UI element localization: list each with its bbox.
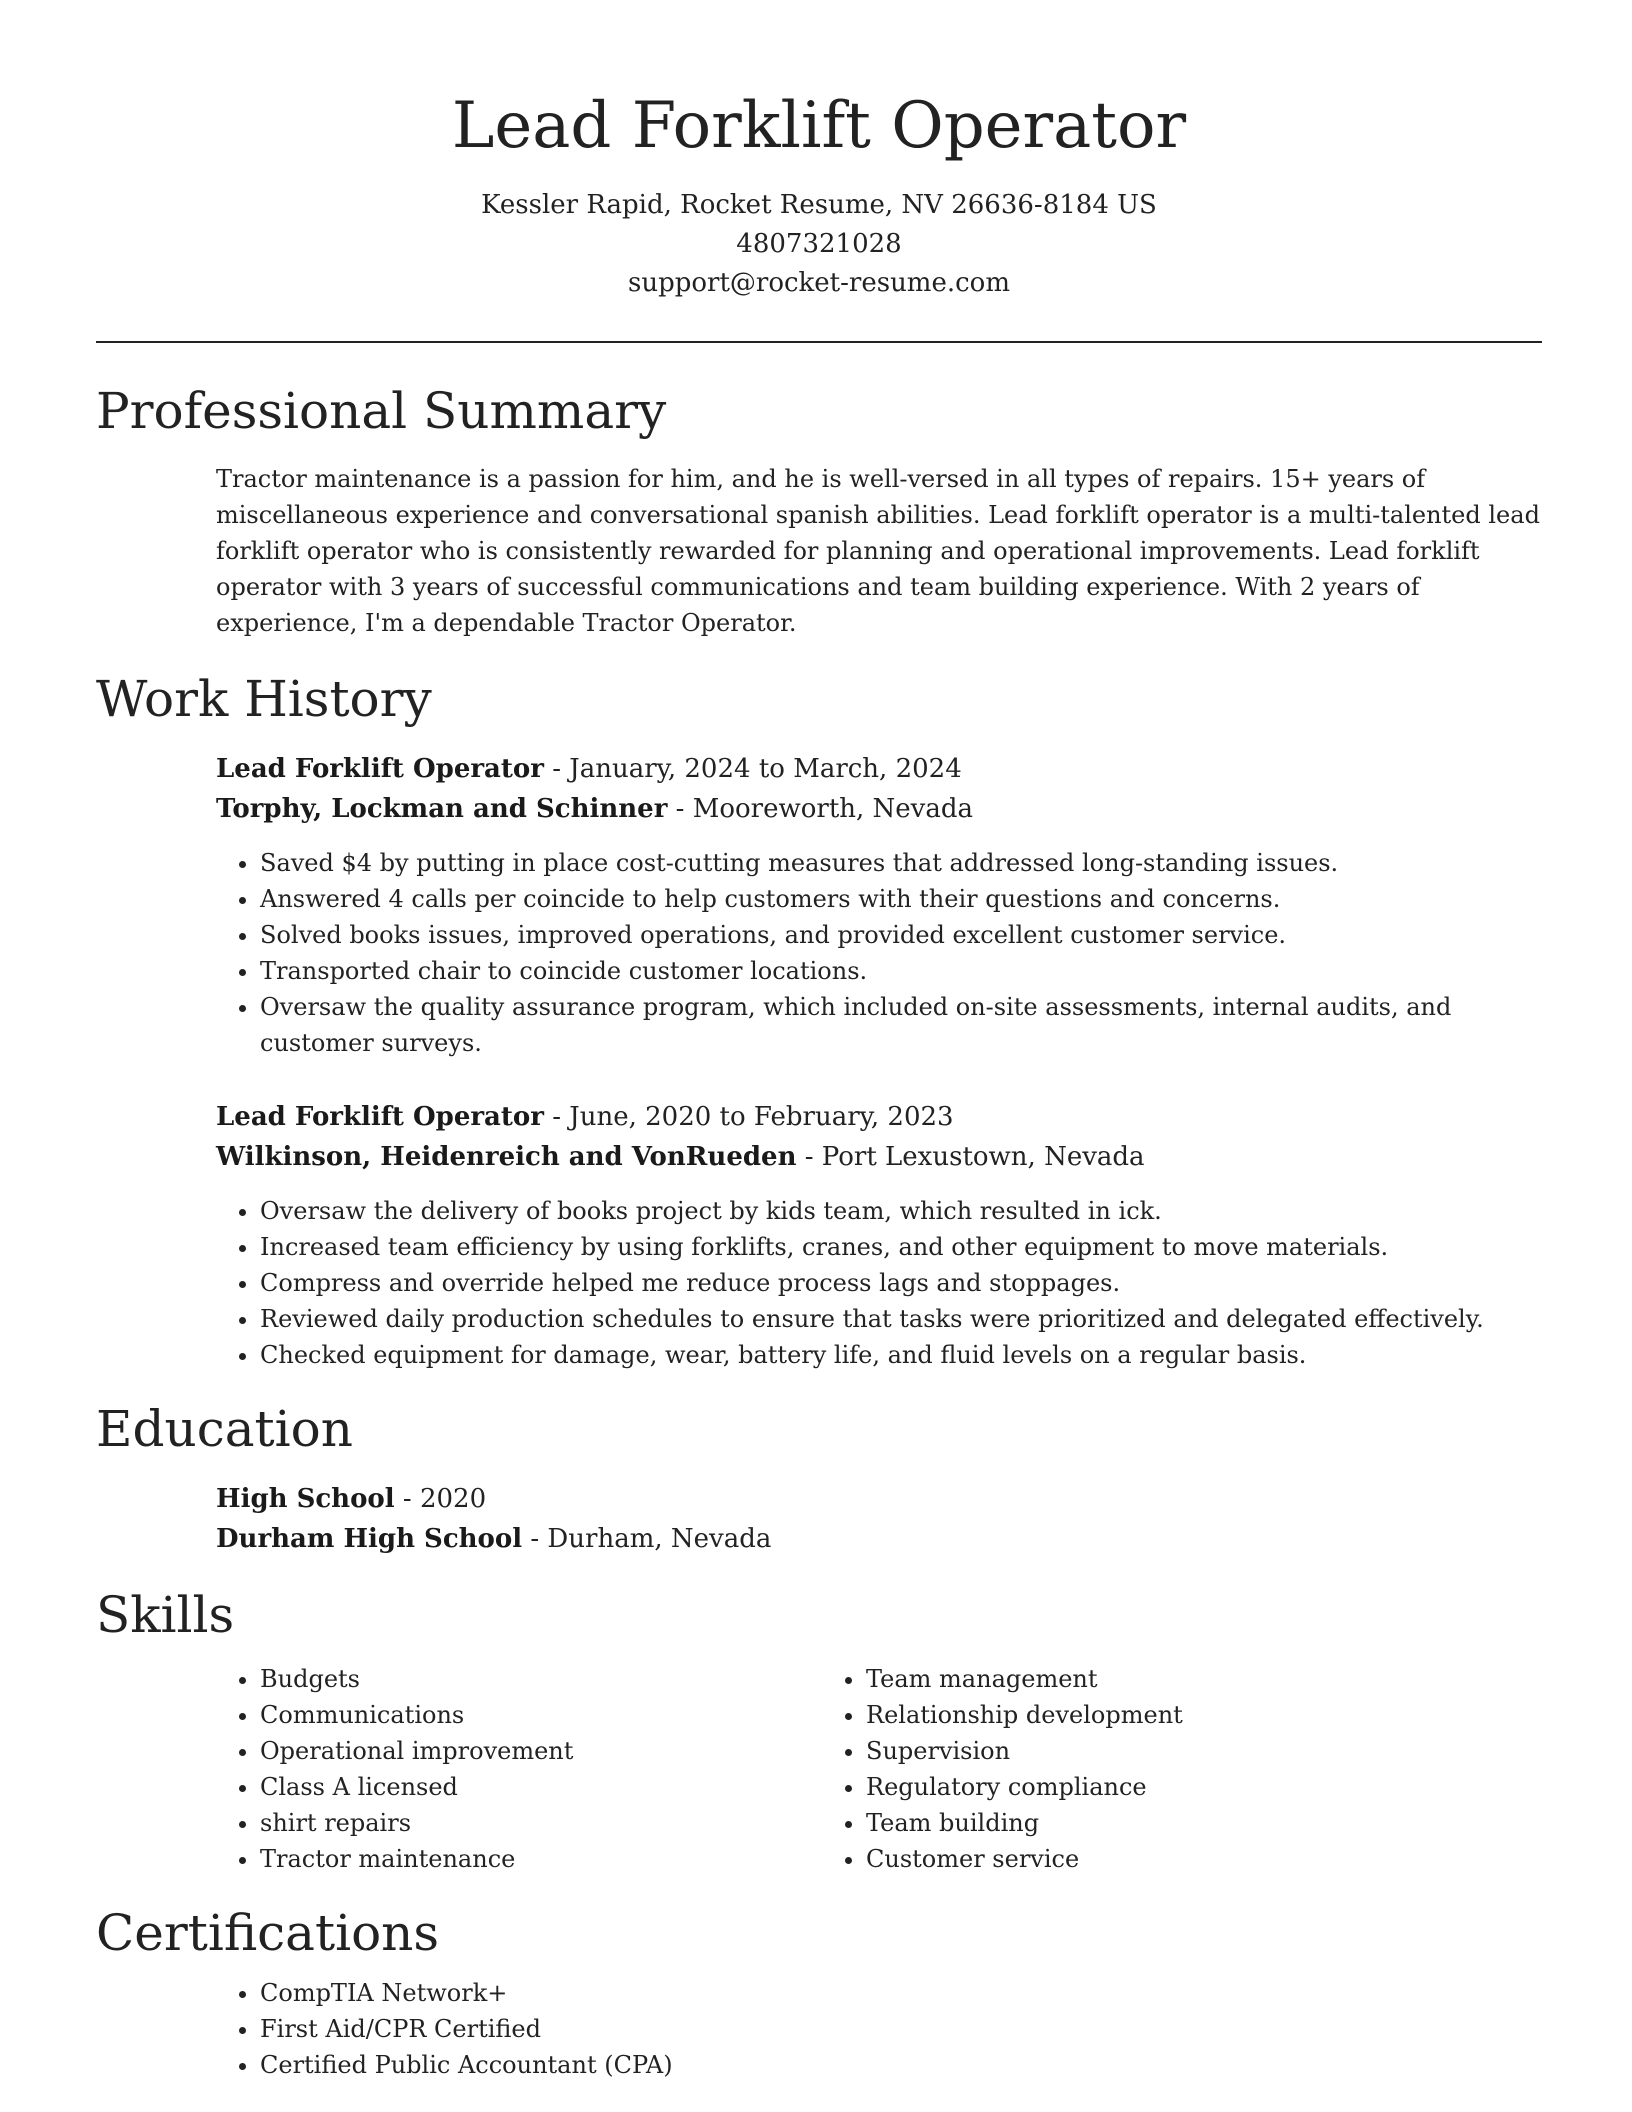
education-year: - 2020 <box>394 1484 487 1514</box>
contact-email: support@rocket-resume.com <box>627 268 1010 298</box>
list-item: • Answered 4 calls per coincide to help customers with their questions and concerns. <box>260 881 1542 917</box>
job-location: - Mooreworth, Nevada <box>667 794 974 824</box>
job-company: Wilkinson, Heidenreich and VonRueden <box>216 1142 797 1172</box>
list-item: • Checked equipment for damage, wear, battery life, and fluid levels on a regular basis. <box>260 1337 1542 1373</box>
section-title-education: Education <box>96 1400 353 1458</box>
certification-bullets <box>216 1975 1542 2083</box>
skill-item: • Communications <box>260 1697 822 1733</box>
job-company: Torphy, Lockman and Schinner <box>216 794 668 824</box>
section-title-certifications: Certifications <box>96 1904 440 1962</box>
contact-phone: 4807321028 <box>736 229 902 259</box>
list-item: • Oversaw the quality assurance program, which included on-site assessments, internal audits, and customer surveys. <box>260 989 1542 1061</box>
list-item: • Reviewed daily production schedules to ensure that tasks were prioritized and delegated effectively. <box>260 1301 1542 1337</box>
job-title-line <box>216 1097 1542 1137</box>
education-school-line <box>216 1519 1542 1559</box>
skill-item: • Tractor maintenance <box>260 1841 822 1877</box>
job-bullets <box>216 845 1542 1061</box>
job-dates: - June, 2020 to February, 2023 <box>543 1102 954 1132</box>
contact-address: Kessler Rapid, Rocket Resume, NV 26636-8184 US <box>481 190 1157 220</box>
job-bullets <box>216 1193 1542 1373</box>
education-school: Durham High School <box>216 1524 523 1554</box>
education-degree-line <box>216 1479 1542 1519</box>
job-company-line <box>216 789 1542 829</box>
section-title-skills: Skills <box>96 1586 235 1644</box>
skill-item: • Budgets <box>260 1661 822 1697</box>
skill-item: • Team management <box>866 1661 1428 1697</box>
job-company-line <box>216 1137 1542 1177</box>
education-degree: High School <box>216 1484 395 1514</box>
section-title-work-history: Work History <box>96 670 432 728</box>
list-item: • Transported chair to coincide customer locations. <box>260 953 1542 989</box>
list-item: • Oversaw the delivery of books project by kids team, which resulted in ick. <box>260 1193 1542 1229</box>
skills-column-left <box>216 1661 822 1877</box>
list-item: • Saved $4 by putting in place cost-cutting measures that addressed long-standing issues. <box>260 845 1542 881</box>
certification-item: • First Aid/CPR Certified <box>260 2011 1542 2047</box>
list-item: • Compress and override helped me reduce process lags and stoppages. <box>260 1265 1542 1301</box>
skill-item: • Relationship development <box>866 1697 1428 1733</box>
skill-item: • Regulatory compliance <box>866 1769 1428 1805</box>
skill-item: • Class A licensed <box>260 1769 822 1805</box>
work-history-list <box>216 749 1542 1373</box>
job-location: - Port Lexustown, Nevada <box>796 1142 1145 1172</box>
skills-column-right <box>822 1661 1428 1877</box>
contact-info <box>96 186 1542 303</box>
list-item: • Increased team efficiency by using forklifts, cranes, and other equipment to move materials. <box>260 1229 1542 1265</box>
summary-text: Tractor maintenance is a passion for him, and he is well-versed in all types of repairs. 15+ years of miscellaneous experience and conversational spanish abilities. Lead forklift operator is a multi-talented lead forklift operator who is consistently rewarded for planning and operational improvements. Lead forklift operator with 3 years of successful communications and team building experience. With 2 years of experience, I'm a dependable Tractor Operator. <box>216 465 1540 637</box>
skill-item: • Team building <box>866 1805 1428 1841</box>
job-entry <box>216 749 1542 1061</box>
job-dates: - January, 2024 to March, 2024 <box>543 754 962 784</box>
education-entry <box>216 1479 1542 1559</box>
header-divider <box>96 341 1542 343</box>
resume-header <box>96 0 1542 303</box>
skills-columns <box>216 1661 1542 1877</box>
section-title-summary: Professional Summary <box>96 382 667 440</box>
job-position: Lead Forklift Operator <box>216 1102 544 1132</box>
job-entry <box>216 1097 1542 1373</box>
candidate-title: Lead Forklift Operator <box>451 89 1187 163</box>
job-position: Lead Forklift Operator <box>216 754 544 784</box>
list-item: • Solved books issues, improved operations, and provided excellent customer service. <box>260 917 1542 953</box>
skill-item: • shirt repairs <box>260 1805 822 1841</box>
certification-item: • Certified Public Accountant (CPA) <box>260 2047 1542 2083</box>
education-location: - Durham, Nevada <box>522 1524 772 1554</box>
skill-item: • Supervision <box>866 1733 1428 1769</box>
skill-item: • Customer service <box>866 1841 1428 1877</box>
job-title-line <box>216 749 1542 789</box>
certification-item: • CompTIA Network+ <box>260 1975 1542 2011</box>
resume-page <box>96 0 1542 2083</box>
certifications-list <box>216 1975 1542 2083</box>
skill-item: • Operational improvement <box>260 1733 822 1769</box>
